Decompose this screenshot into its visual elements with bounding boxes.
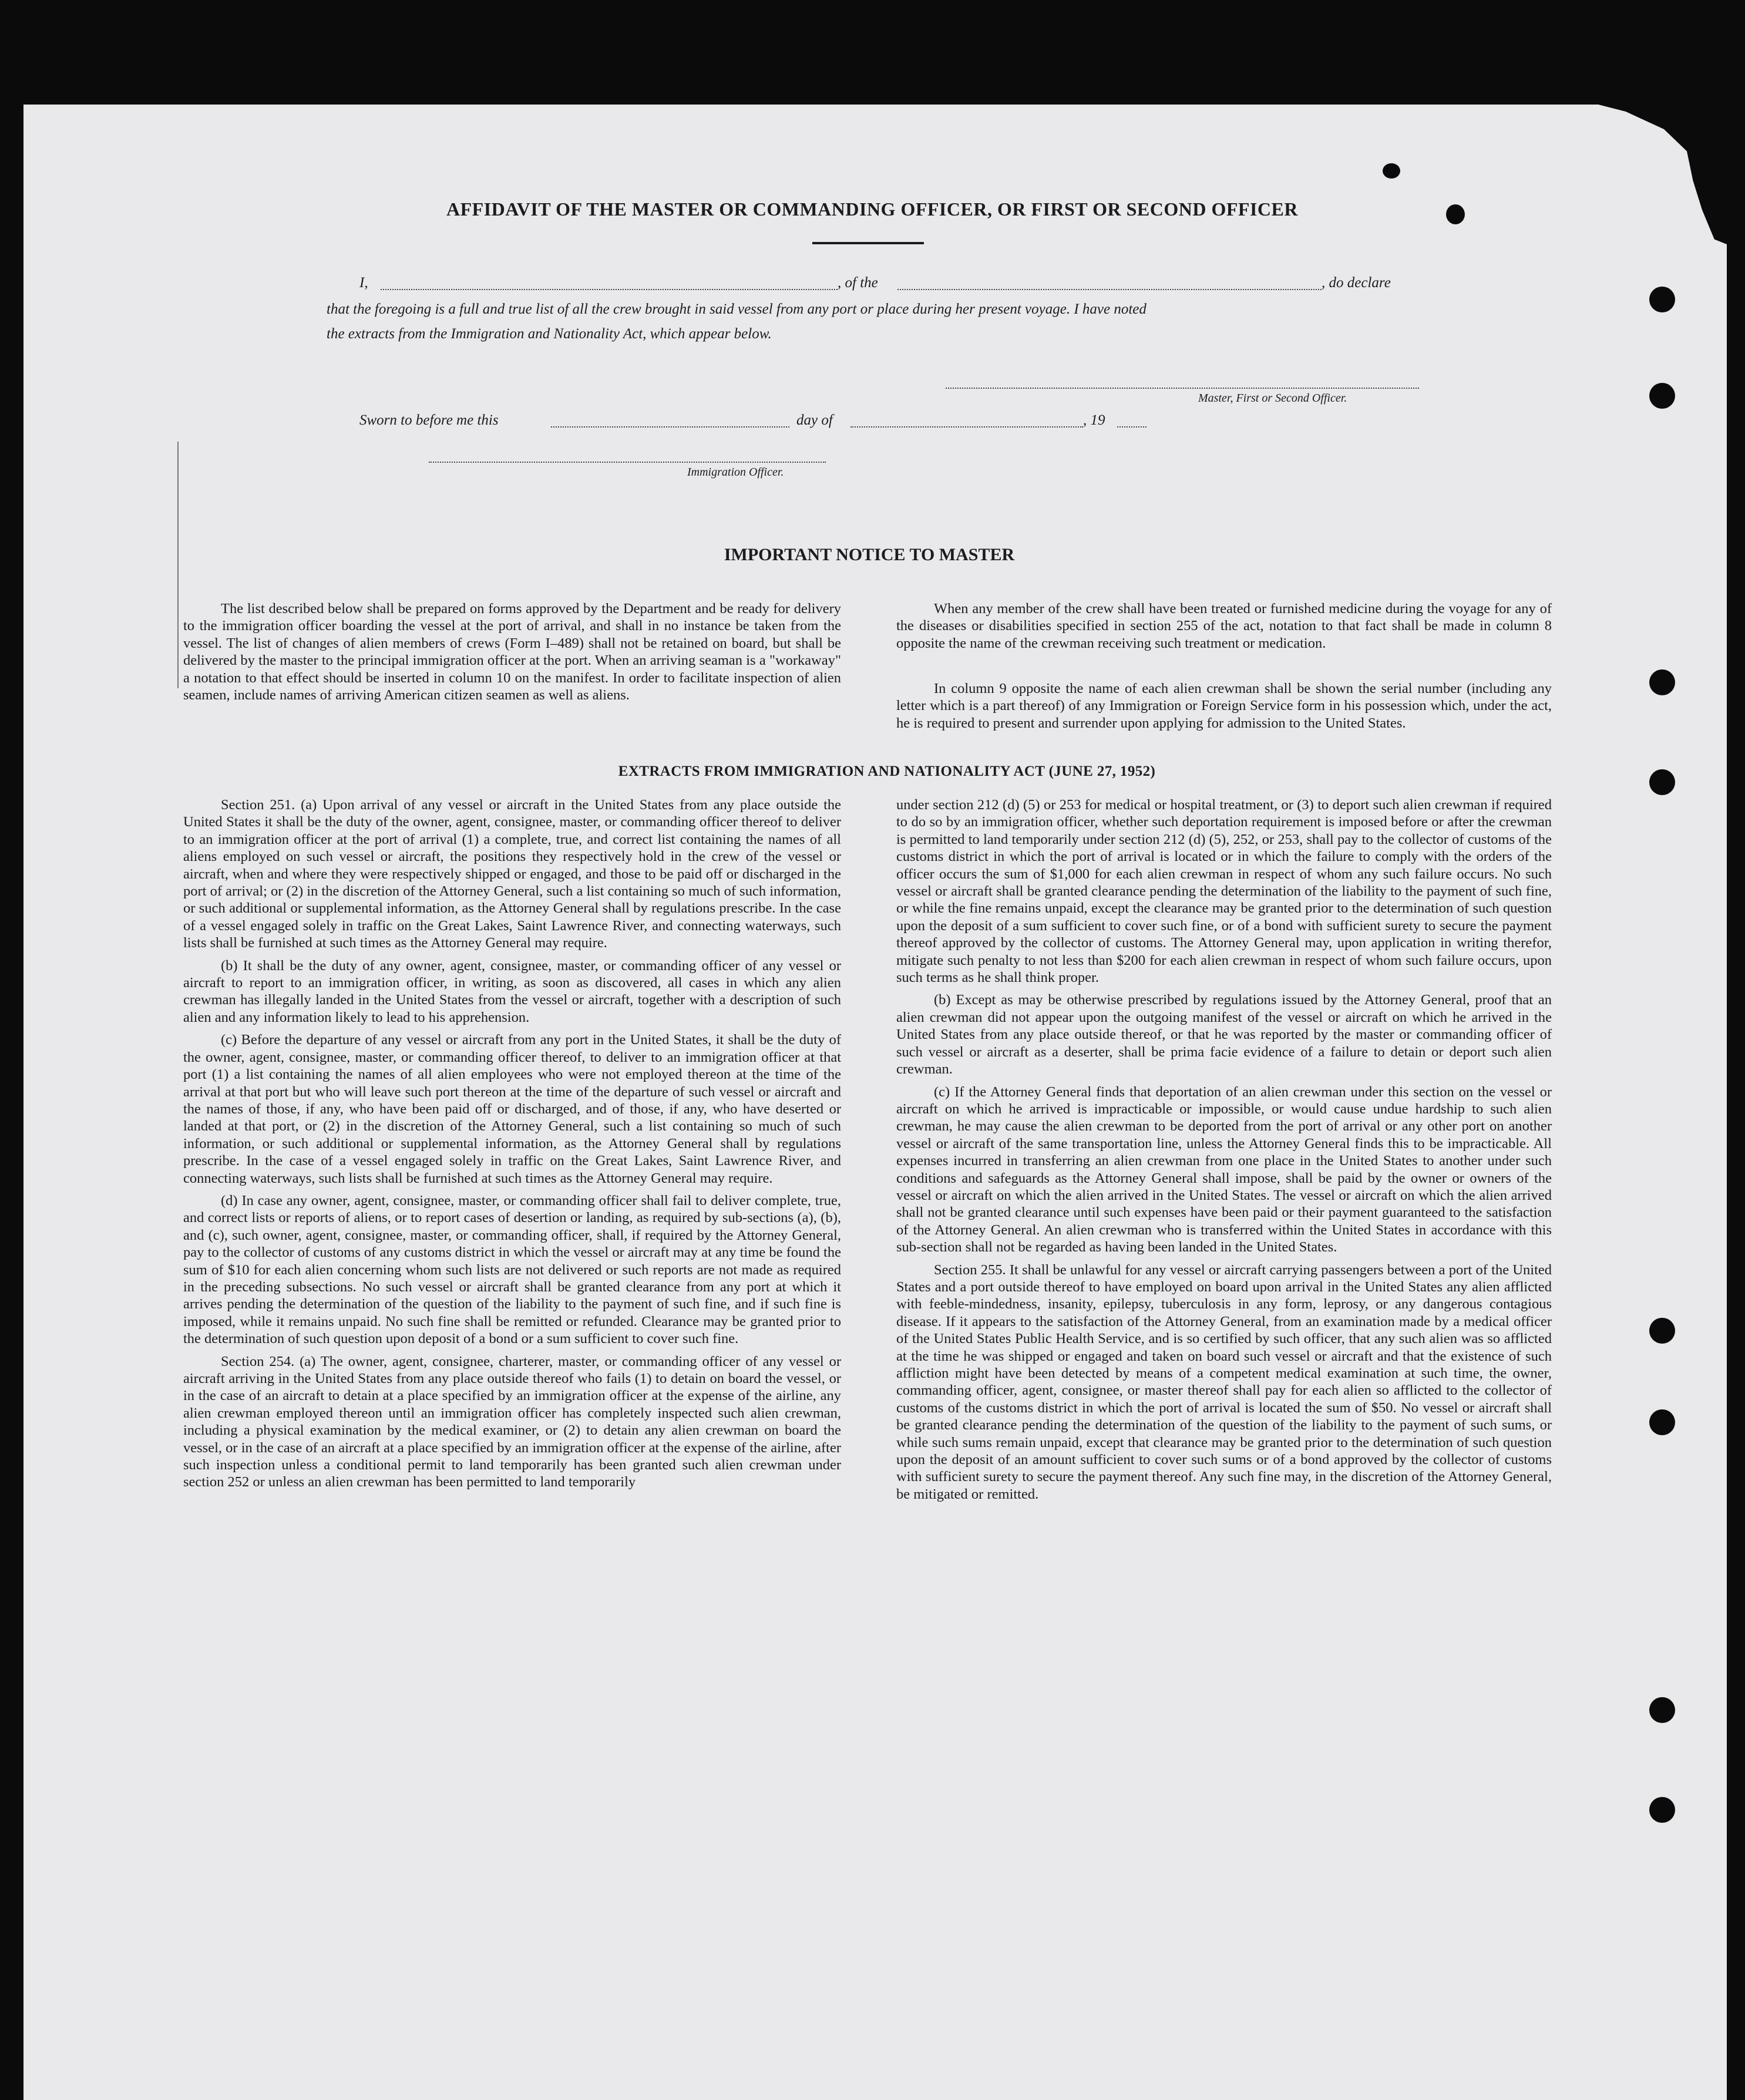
section-254-a-continued: under section 212 (d) (5) or 253 for medical or hospital treatment, or (3) to deport such alien crewman if required to do so by an immigration officer, whether such deportation requirement is imposed before or after the crewman is permitted to land temporarily under section 212 (d) (5), 252, or 253, shall pay to the collector of customs of the customs district in which the port of arrival is located or in which the failure to comply with the orders of the officer occurs the sum of $1,000 for each alien crewman in respect of whom any such failure occurs. No such vessel or aircraft shall be granted clearance pending the determination of the liability to the payment of such fine, or while the fine remains unpaid, except the clearance may be granted prior to the determination of such question upon the deposit of a sum sufficient to cover such fine, or of a bond with sufficient surety to secure the payment thereof approved by the collector of customs. The Attorney General may, upon application in writing therefor, mitigate such penalty to not less than $200 for each alien crewman in respect of whom such failure occurs, upon such terms as he shall think proper. (896, 797, 1552, 986)
do-declare-label: , do declare (1322, 275, 1391, 291)
binder-hole (1649, 669, 1675, 695)
day-of-label: day of (796, 412, 833, 428)
sworn-day-field[interactable] (551, 426, 789, 428)
binder-hole (1649, 1318, 1675, 1344)
section-254-a: Section 254. (a) The owner, agent, consignee, charterer, master, or commanding officer of any vessel or aircraft arriving in the United States from any place outside thereof who fails (1) to detain on board the vessel, or in the case of an aircraft to detain at a place specified by an immigration officer at the expense of the airline, any alien crewman employed thereon until an immigration officer has completely inspected such alien crewman, including a physical examination by the medical examiner, or (2) to detain any alien crewman on board the vessel, or in the case of an aircraft at a place specified by an immigration officer at the expense of the airline, after such inspection unless a conditional permit to land temporarily has been granted such alien crewman under section 252 or unless an alien crewman has been permitted to land temporarily (183, 1353, 841, 1490)
name-field[interactable] (381, 289, 838, 290)
section-251-b: (b) It shall be the duty of any owner, agent, consignee, master, or commanding officer of any vessel or aircraft to report to an immigration officer, in writing, as soon as discovered, all cases in which any alien crewman has illegally landed in the United States from the vessel or aircraft, together with a description of such alien and any information likely to lead to his apprehension. (183, 957, 841, 1025)
title-rule (812, 242, 924, 244)
binder-hole (1649, 769, 1675, 795)
sworn-year-field[interactable] (1117, 426, 1146, 428)
binder-hole (1446, 204, 1465, 224)
of-the-label: , of the (838, 275, 878, 291)
binder-hole (1649, 1697, 1675, 1723)
i-label: I, (359, 275, 368, 291)
sworn-month-field[interactable] (850, 426, 1083, 428)
section-255: Section 255. It shall be unlawful for any vessel or aircraft carrying passengers between a port of the United States and a port outside thereof to have employed on board upon arrival in the United States any alien afflicted with feeble-mindedness, insanity, epilepsy, tuberculosis in any form, leprosy, or any dangerous contagious disease. If it appears to the satisfaction of the Attorney General, from an examination made by a medical officer of the United States Public Health Service, and is so certified by such officer, that any such alien was so afflicted at the time he was shipped or engaged and taken on board such vessel or aircraft and that the existence of such affliction might have been detected by means of a competent medical examination at such time, the owner, commanding officer, agent, consignee, or master thereof shall pay for each alien so afflicted to the collector of customs of the customs district in which the port of arrival is located the sum of $50. No vessel or aircraft shall be granted clearance pending the determination of the question of the liability to the payment of such sums, or while such sums remain unpaid, except that clearance may be granted prior to the determination of such question upon the deposit of an amount sufficient to cover such sums or of a bond approved by the collector of customs with sufficient surety to secure the payment thereof. Any such fine may, in the discretion of the Attorney General, be mitigated or remitted. (896, 1261, 1552, 1502)
vessel-field[interactable] (897, 289, 1322, 290)
margin-line (177, 442, 179, 688)
notice-heading: IMPORTANT NOTICE TO MASTER (724, 545, 1015, 564)
master-signature-field[interactable] (946, 388, 1419, 389)
section-251-c: (c) Before the departure of any vessel or aircraft from any port in the United States, it shall be the duty of the owner, agent, consignee, master, or commanding officer thereof, to deliver to an immigration officer at that port (1) a list containing the names of all alien employees who were not employed thereon at the time of the arrival at that port but who will leave such port thereon at the time of the departure of such vessel or aircraft and the names of those, if any, who have been paid off or discharged, and of those, if any, who have deserted or landed at that port, or (2) in the discretion of the Attorney General, such a list containing so much of such information, or such additional or supplemental information, as the Attorney General shall by regulations prescribe. In the case of a vessel engaged solely in traffic on the Great Lakes, Saint Lawrence River, and connecting waterways, such lists shall be furnished at such times as the Attorney General may require. (183, 1032, 841, 1186)
master-caption: Master, First or Second Officer. (1198, 392, 1347, 405)
binder-hole (1649, 287, 1675, 312)
binder-hole (1649, 1797, 1675, 1823)
officer-signature-field[interactable] (429, 462, 826, 463)
extracts-left-column (183, 796, 841, 1491)
affidavit-title: AFFIDAVIT OF THE MASTER OR COMMANDING OFFICER, OR FIRST OR SECOND OFFICER (446, 198, 1298, 220)
extracts-heading: EXTRACTS FROM IMMIGRATION AND NATIONALITY ACT (JUNE 27, 1952) (618, 763, 1156, 779)
sworn-label: Sworn to before me this (359, 412, 499, 428)
affidavit-line-3: the extracts from the Immigration and Nationality Act, which appear below. (327, 326, 772, 342)
binder-hole (1649, 383, 1675, 409)
notice-right-paragraph-2: In column 9 opposite the name of each alien crewman shall be shown the serial number (including any letter which is a part thereof) of any Immigration or Foreign Service form in his possession which, under the act, he is required to present and surrender upon applying for admission to the United States. (896, 681, 1552, 731)
section-251-a: Section 251. (a) Upon arrival of any vessel or aircraft in the United States from any place outside the United States it shall be the duty of the owner, agent, consignee, master, or commanding officer thereof to deliver to an immigration officer at the port of arrival (1) a complete, true, and correct list containing the names of all aliens employed on such vessel or aircraft, the positions they respectively hold in the crew of the vessel or aircraft, when and where they were respectively shipped or engaged, and those to be paid off or discharged in the port of arrival; or (2) in the discretion of the Attorney General, such a list containing so much of such information, or such additional or supplemental information, as the Attorney General shall by regulations prescribe. In the case of a vessel engaged solely in traffic on the Great Lakes, Saint Lawrence River, and connecting waterways, such lists shall be furnished at such times as the Attorney General may require. (183, 797, 841, 951)
notice-right-paragraph-1: When any member of the crew shall have been treated or furnished medicine during the voyage for any of the diseases or disabilities specified in section 255 of the act, notation to that fact shall be made in column 8 opposite the name of the crewman receiving such treatment or medication. (896, 601, 1552, 651)
extracts-right-column (896, 796, 1552, 1503)
section-254-b: (b) Except as may be otherwise prescribed by regulations issued by the Attorney General, proof that an alien crewman did not appear upon the outgoing manifest of the vessel or aircraft on which he arrived in the United States from any place outside thereof, or that he was reported by the master or commanding officer of such vessel or aircraft as a deserter, shall be prima facie evidence of a failure to detain or deport such alien crewman. (896, 992, 1552, 1078)
binder-hole (1649, 1409, 1675, 1435)
notice-left-paragraph: The list described below shall be prepared on forms approved by the Department and be ready for delivery to the immigration officer boarding the vessel at the port of arrival, and shall in no instance be taken from the vessel. The list of changes of alien members of crews (Form I–489) shall not be retained on board, but shall be delivered by the master to the principal immigration officer at the port. When an arriving seaman is a "workaway" a notation to that effect should be inserted in column 10 on the manifest. In order to facilitate inspection of alien seamen, include names of arriving American citizen seamen as well as aliens. (183, 601, 841, 704)
section-251-d: (d) In case any owner, agent, consignee, master, or commanding officer shall fail to deliver complete, true, and correct lists or reports of aliens, or to report cases of desertion or landing, as required by sub-sections (a), (b), and (c), such owner, agent, consignee, master, or commanding officer, shall, if required by the Attorney General, pay to the collector of customs of any customs district in which the vessel or aircraft may at any time be found the sum of $10 for each alien concerning whom such lists are not delivered or such reports are not made as required in the preceding subsections. No such vessel or aircraft shall be granted clearance from any port at which it arrives pending the determination of the question of the liability to the payment of such fine, and if such fine is imposed, while it remains unpaid. No such fine shall be remitted or refunded. Clearance may be granted prior to the determination of such question upon deposit of a bond or a sum sufficient to cover such fine. (183, 1192, 841, 1347)
year-label: , 19 (1083, 412, 1105, 428)
officer-caption: Immigration Officer. (687, 466, 784, 479)
ink-blot (1383, 163, 1400, 179)
affidavit-line-2: that the foregoing is a full and true list of all the crew brought in said vessel from any port or place during her present voyage. I have noted (327, 301, 1146, 317)
section-254-c: (c) If the Attorney General finds that deportation of an alien crewman under this section on the vessel or aircraft on which he arrived is impracticable or impossible, or would cause undue hardship to such alien crewman, he may cause the alien crewman to be deported from the port of arrival or any other port on another vessel or aircraft of the same transportation line, unless the Attorney General finds this to be impracticable. All expenses incurred in transferring an alien crewman from one place in the United States to another under such conditions and safeguards as the Attorney General shall impose, shall be paid by the owner or owners of the vessel or aircraft on which the alien arrived in the United States. The vessel or aircraft on which the alien arrived shall not be granted clearance until such expenses have been paid or their payment guaranteed to the satisfaction of the Attorney General. An alien crewman who is transferred within the United States in accordance with this sub-section shall not be regarded as having been landed in the United States. (896, 1083, 1552, 1256)
